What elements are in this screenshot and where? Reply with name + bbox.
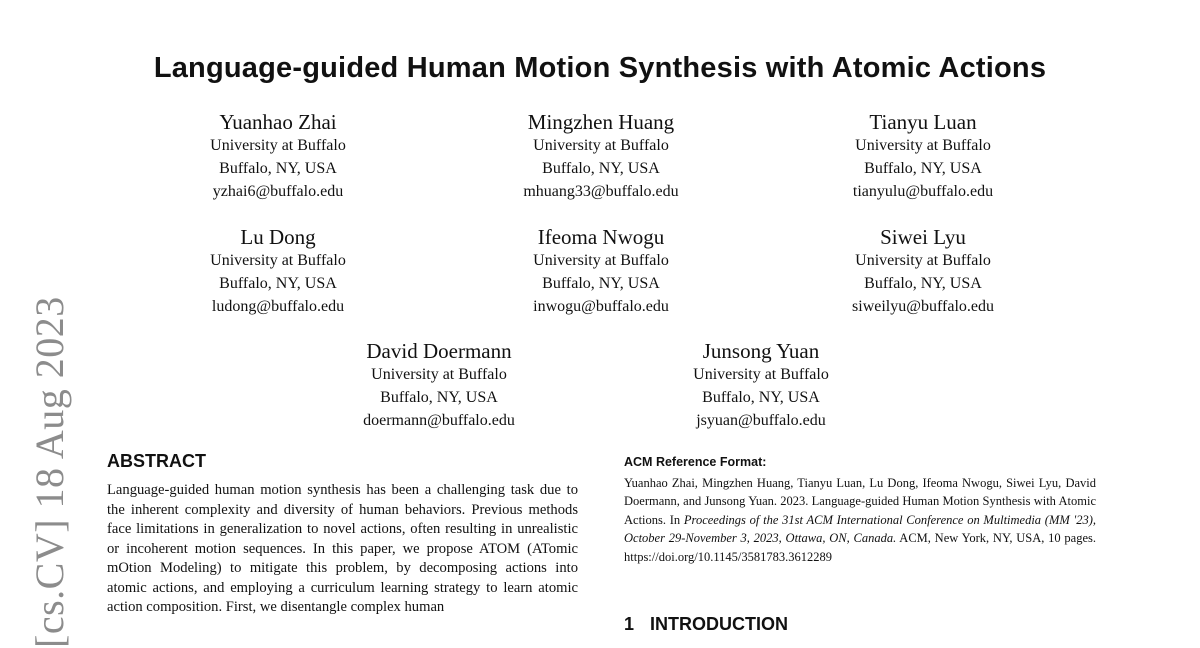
- author-name: Junsong Yuan: [702, 339, 820, 363]
- author-email: ludong@buffalo.edu: [211, 298, 345, 315]
- introduction-heading: [624, 614, 788, 635]
- author-name: Siwei Lyu: [880, 225, 966, 249]
- author-name: Yuanhao Zhai: [219, 110, 337, 134]
- author-email: yzhai6@buffalo.edu: [212, 183, 344, 200]
- section-title: INTRODUCTION: [650, 614, 789, 634]
- author-location: Buffalo, NY, USA: [702, 389, 820, 406]
- arxiv-stamp: [cs.CV] 18 Aug 2023: [27, 296, 72, 648]
- author-name: David Doermann: [366, 339, 512, 363]
- author-email: mhuang33@buffalo.edu: [523, 183, 679, 200]
- acm-reference-text: [624, 474, 1096, 566]
- author-email: siweilyu@buffalo.edu: [852, 298, 994, 315]
- acm-reference-authors: Yuanhao Zhai, Mingzhen Huang, Tianyu Luan, Lu Dong, Ifeoma Nwogu, Siwei Lyu, David Doermann, and Junsong Yuan. 2023. Language-guided Human Motion Synthesis with Atomic Actions. In: [624, 476, 1096, 527]
- author-location: Buffalo, NY, USA: [864, 160, 982, 177]
- author-block: [436, 110, 766, 203]
- author-block: [274, 339, 604, 432]
- author-email: doermann@buffalo.edu: [363, 412, 515, 429]
- author-affiliation: University at Buffalo: [210, 137, 346, 154]
- author-email: tianyulu@buffalo.edu: [852, 183, 994, 200]
- acm-reference-doi: ACM, New York, NY, USA, 10 pages. https://doi.org/10.1145/3581783.3612289: [624, 531, 1096, 564]
- author-location: Buffalo, NY, USA: [542, 275, 660, 292]
- acm-reference-venue: Proceedings of the 31st ACM International Conference on Multimedia (MM '23), October 29-November 3, 2023, Ottawa, ON, Canada.: [624, 512, 1096, 546]
- author-block: [758, 110, 1088, 203]
- author-name: Tianyu Luan: [869, 110, 977, 134]
- author-block: [113, 225, 443, 318]
- author-block: [436, 225, 766, 318]
- abstract-text: Language-guided human motion synthesis has been a challenging task due to the inherent complexity and diversity of human behaviors. Previous methods face limitations in generalization to novel actions, often resulting in unrealistic or incoherent motion sequences. In this paper, we propose ATOM (ATomic mOtion Modeling) to mitigate this problem, by decomposing actions into atomic actions, and employing a curriculum learning strategy to learn atomic action composition. First, we disentangle complex human: [107, 482, 578, 615]
- author-location: Buffalo, NY, USA: [380, 389, 498, 406]
- author-affiliation: University at Buffalo: [210, 252, 346, 269]
- author-affiliation: University at Buffalo: [855, 137, 991, 154]
- author-block: [113, 110, 443, 203]
- acm-reference-heading: ACM Reference Format:: [624, 455, 767, 469]
- author-location: Buffalo, NY, USA: [219, 160, 337, 177]
- author-affiliation: University at Buffalo: [693, 366, 829, 383]
- paper-title: Language-guided Human Motion Synthesis with Atomic Actions: [153, 52, 1047, 84]
- author-email: jsyuan@buffalo.edu: [696, 412, 826, 429]
- author-affiliation: University at Buffalo: [533, 137, 669, 154]
- author-name: Lu Dong: [240, 225, 316, 249]
- abstract-heading: ABSTRACT: [107, 451, 206, 471]
- author-name: Ifeoma Nwogu: [537, 225, 665, 249]
- author-affiliation: University at Buffalo: [533, 252, 669, 269]
- author-affiliation: University at Buffalo: [371, 366, 507, 383]
- author-affiliation: University at Buffalo: [855, 252, 991, 269]
- author-name: Mingzhen Huang: [527, 110, 675, 134]
- author-block: [758, 225, 1088, 318]
- author-block: [596, 339, 926, 432]
- section-number: 1: [624, 614, 635, 634]
- author-location: Buffalo, NY, USA: [219, 275, 337, 292]
- author-location: Buffalo, NY, USA: [542, 160, 660, 177]
- author-location: Buffalo, NY, USA: [864, 275, 982, 292]
- author-email: inwogu@buffalo.edu: [533, 298, 669, 315]
